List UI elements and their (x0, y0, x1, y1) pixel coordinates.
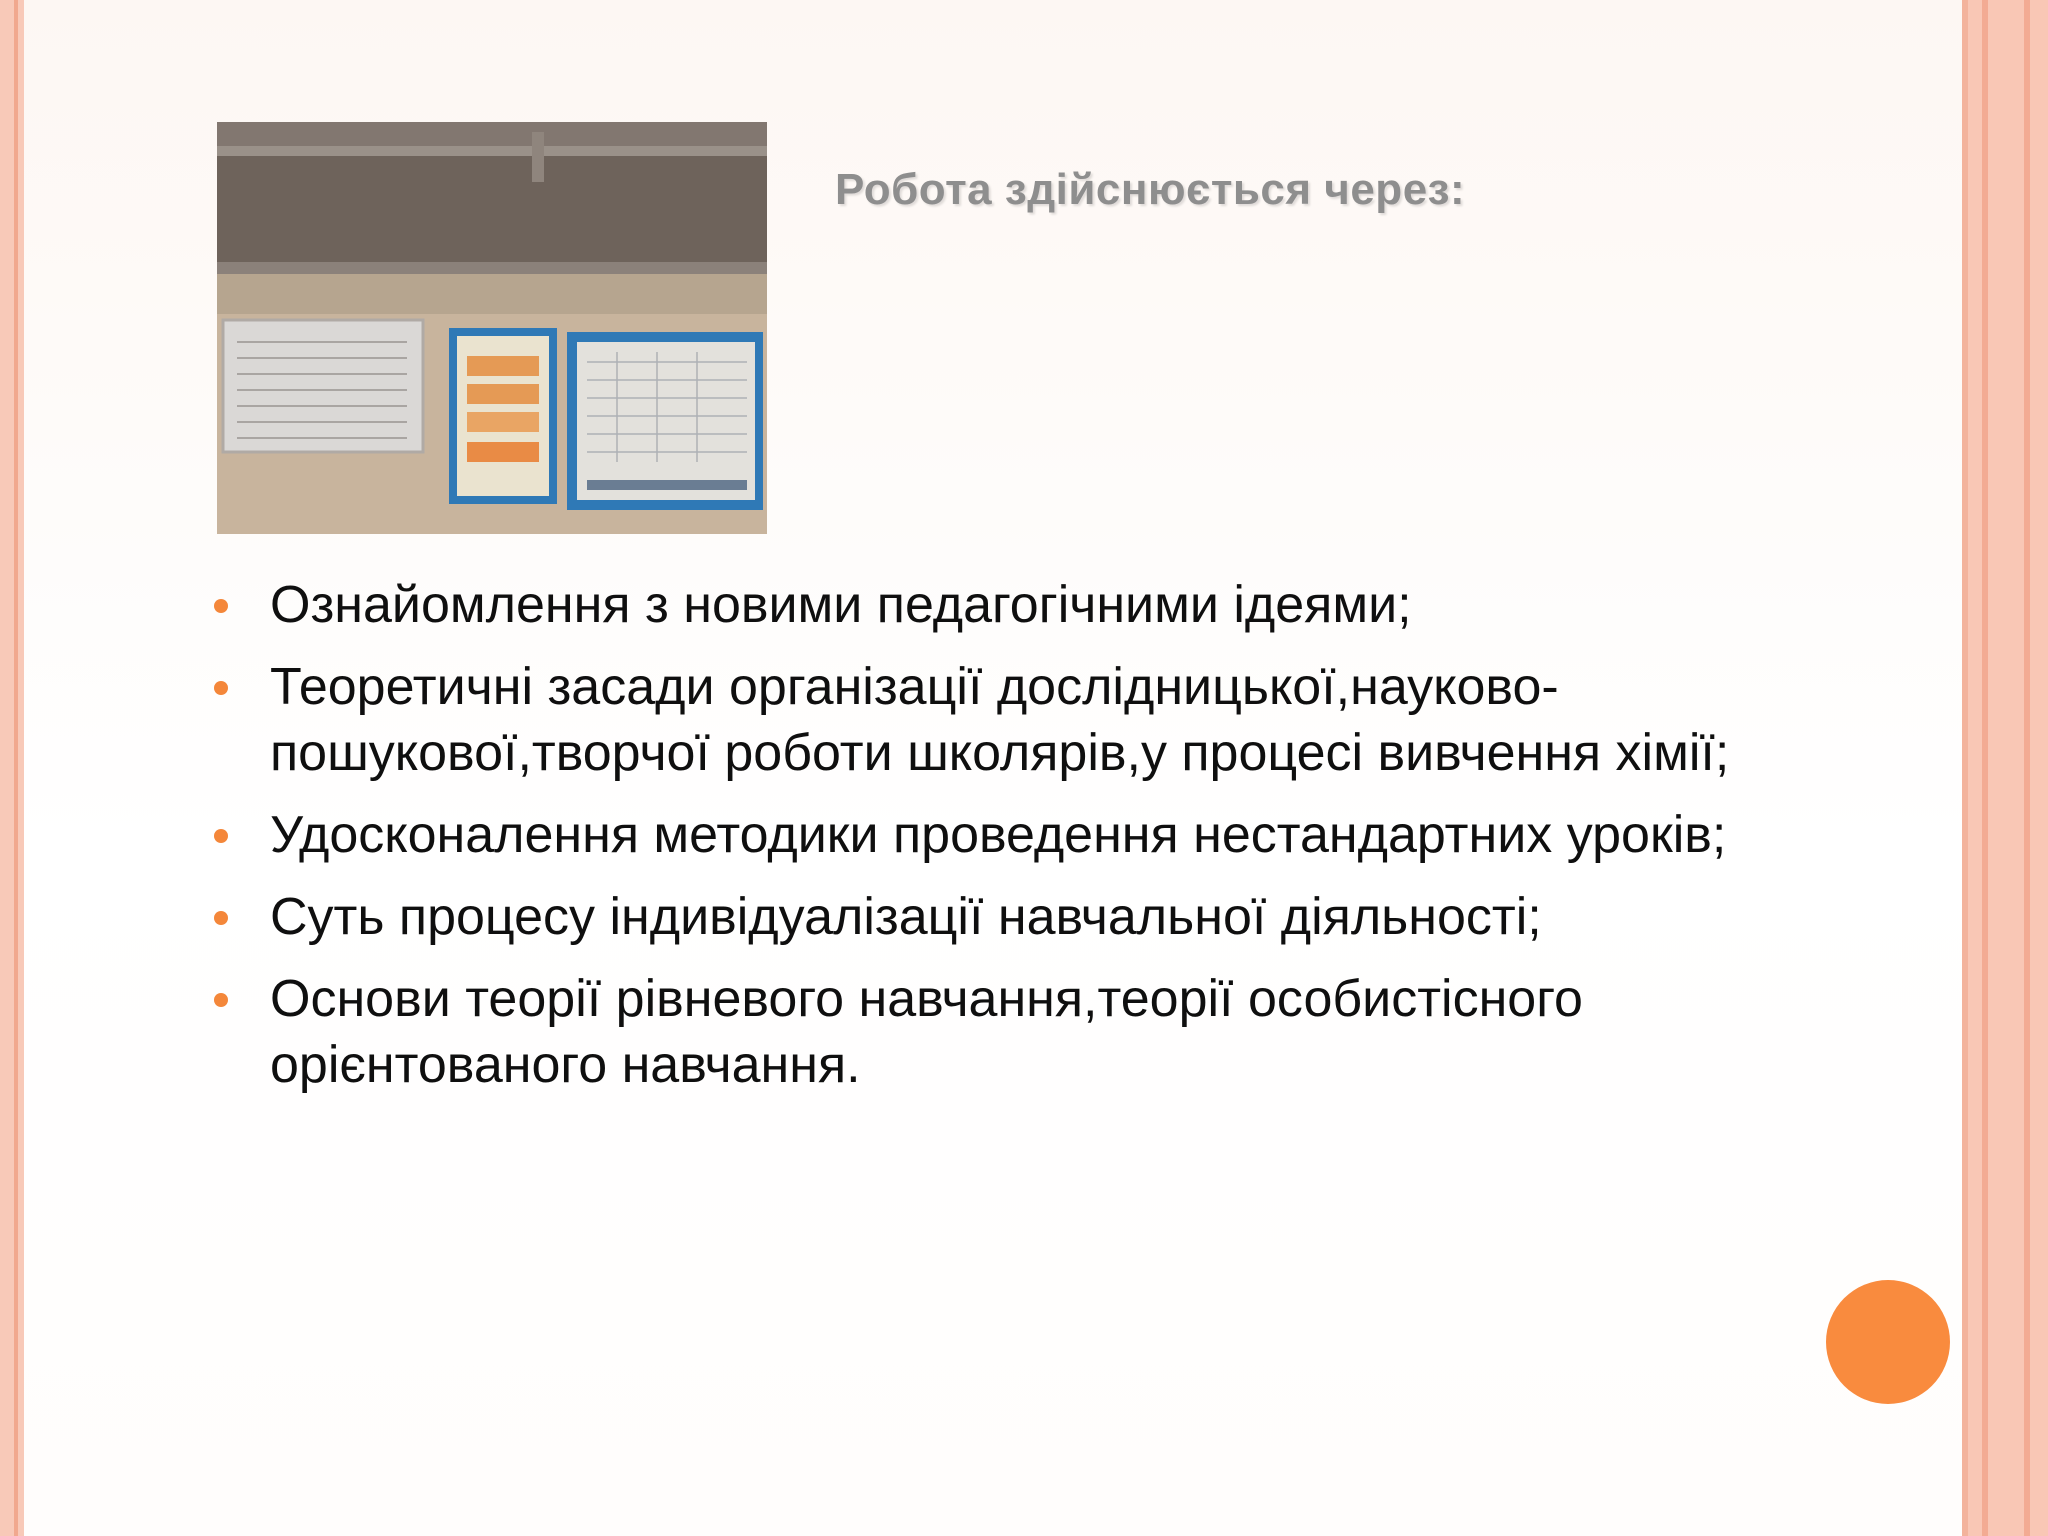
list-item (210, 572, 1750, 638)
list-item (210, 884, 1750, 950)
right-frame-line (1982, 0, 1988, 1536)
slide-heading: Робота здійснюється через: (835, 165, 1466, 214)
list-item-text: Теоретичні засади організації дослідницької,науково-пошукової,творчої роботи школярів,у процесі вивчення хімії; (270, 658, 1730, 782)
bullet-dot-icon (214, 681, 228, 695)
left-frame-border (0, 0, 24, 1536)
bullet-list (210, 572, 1750, 1114)
bullet-dot-icon (214, 993, 228, 1007)
right-frame-line (1962, 0, 1968, 1536)
list-item-text: Основи теорії рівневого навчання,теорії особистісного орієнтованого навчання. (270, 970, 1583, 1094)
right-frame-border (1968, 0, 2048, 1536)
list-item (210, 654, 1750, 786)
left-frame-line (14, 0, 18, 1536)
classroom-photo (217, 122, 767, 534)
list-item-text: Суть процесу індивідуалізації навчальної діяльності; (270, 888, 1542, 946)
bullet-dot-icon (214, 599, 228, 613)
list-item (210, 802, 1750, 868)
decorative-circle (1826, 1280, 1950, 1404)
bullet-dot-icon (214, 911, 228, 925)
list-item-text: Удосконалення методики проведення нестандартних уроків; (270, 806, 1727, 864)
list-item-text: Ознайомлення з новими педагогічними ідеями; (270, 576, 1412, 634)
right-frame-line (2024, 0, 2030, 1536)
list-item (210, 966, 1750, 1098)
bullet-dot-icon (214, 829, 228, 843)
